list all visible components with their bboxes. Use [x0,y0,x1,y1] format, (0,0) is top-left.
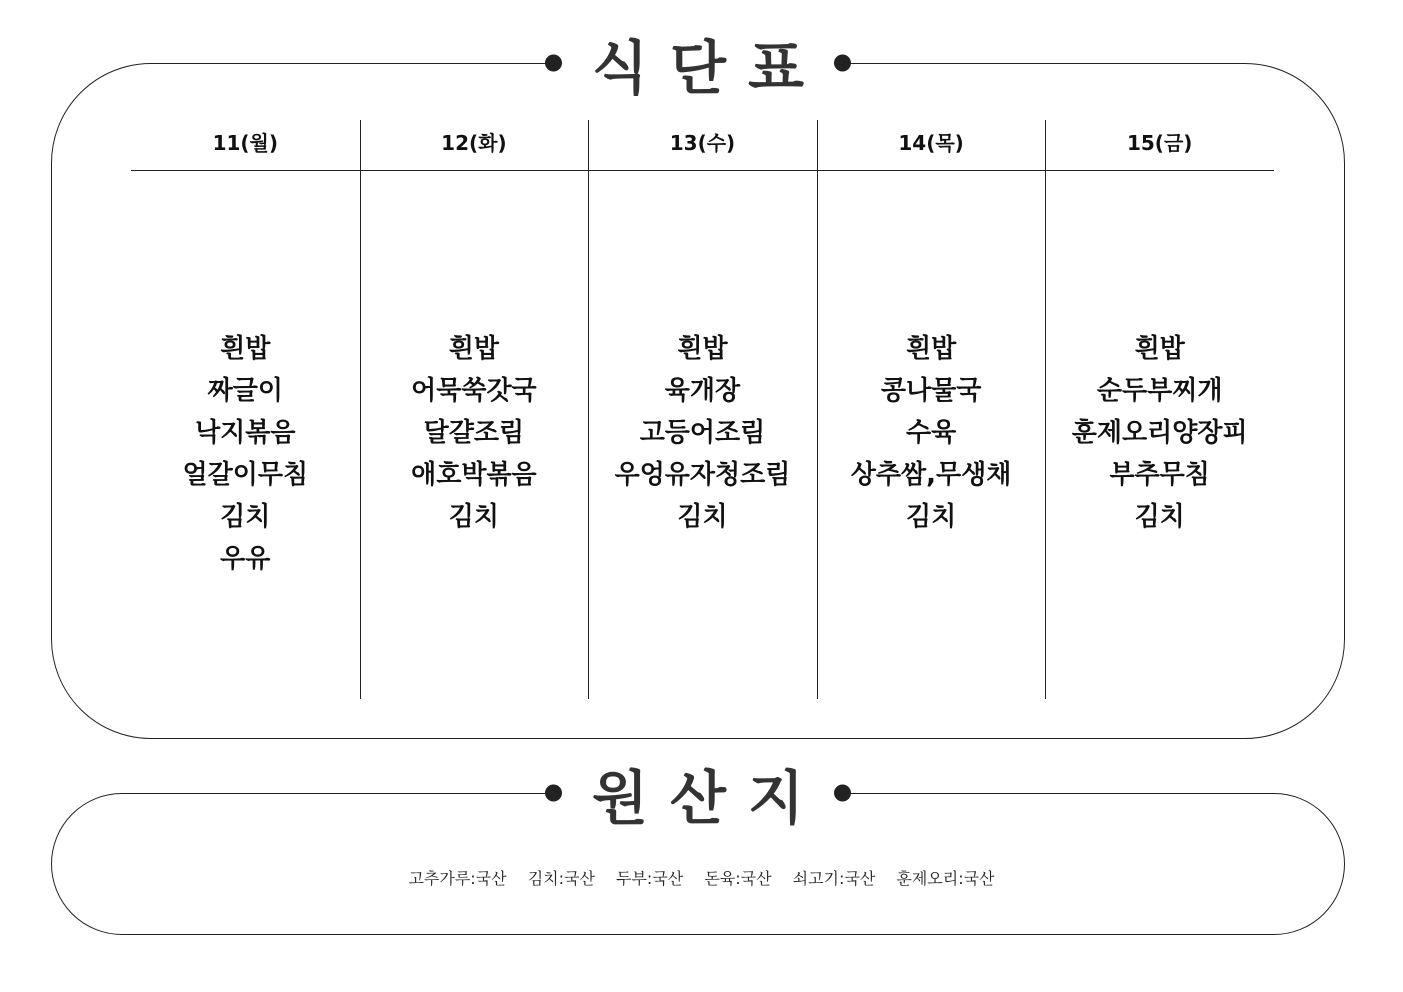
meal-item: 고등어조림 [639,418,766,448]
origin-item: 두부:국산 [616,869,684,888]
bullet-dot-right [834,55,851,72]
meal-item: 김치 [220,502,271,532]
origin-item: 쇠고기:국산 [792,869,876,888]
day-header: 15(금) [1126,130,1193,155]
meal-item: 달걀조림 [423,418,525,448]
meal-item: 흰밥 [1134,334,1185,364]
menu-title: 식단표 [591,34,827,102]
menu-title-block [553,27,843,102]
day-header: 14(목) [898,130,964,155]
day-column-thu [817,120,1046,699]
origin-item: 돈육:국산 [704,869,772,888]
meal-item: 육개장 [664,376,741,406]
origin-item: 고추가루:국산 [408,869,507,888]
meal-list [1045,328,1274,538]
meal-item: 흰밥 [448,334,499,364]
origin-list [0,866,1403,889]
meal-item: 흰밥 [677,334,728,364]
meal-item: 흰밥 [905,334,957,364]
bullet-dot-right [834,785,851,802]
day-header: 12(화) [441,130,507,155]
day-header: 11(월) [212,130,279,155]
meal-item: 우유 [220,544,271,574]
day-column-wed [588,120,817,699]
meal-item: 김치 [1134,502,1185,532]
meal-list [588,328,817,538]
origin-title: 원산지 [591,764,827,832]
meal-list [360,328,589,538]
meal-item: 어묵쑥갓국 [411,376,537,406]
meal-item: 김치 [905,502,957,532]
day-header: 13(수) [669,130,736,155]
meal-item: 김치 [448,502,499,532]
meal-item: 순두부찌개 [1096,376,1223,406]
meal-item: 수육 [905,418,957,448]
meal-item: 낙지볶음 [195,418,296,448]
meal-list [131,328,360,580]
meal-item: 김치 [677,502,728,532]
meal-item: 애호박볶음 [411,460,537,490]
meal-item: 콩나물국 [880,376,982,406]
origin-item: 김치:국산 [527,869,595,888]
meal-item: 상추쌈,무생채 [850,460,1012,490]
meal-item: 짜글이 [207,376,283,406]
meal-item: 훈제오리양장피 [1071,418,1248,448]
meal-item: 흰밥 [220,334,271,364]
day-column-mon [131,120,360,699]
meal-list [817,328,1046,538]
origin-title-block [553,757,843,832]
meal-item: 우엉유자청조림 [614,460,791,490]
day-column-tue [360,120,589,699]
origin-item: 훈제오리:국산 [896,869,995,888]
day-column-fri [1045,120,1274,699]
meal-item: 부추무침 [1109,460,1210,490]
meal-item: 얼갈이무침 [182,460,309,490]
menu-grid [131,120,1274,699]
